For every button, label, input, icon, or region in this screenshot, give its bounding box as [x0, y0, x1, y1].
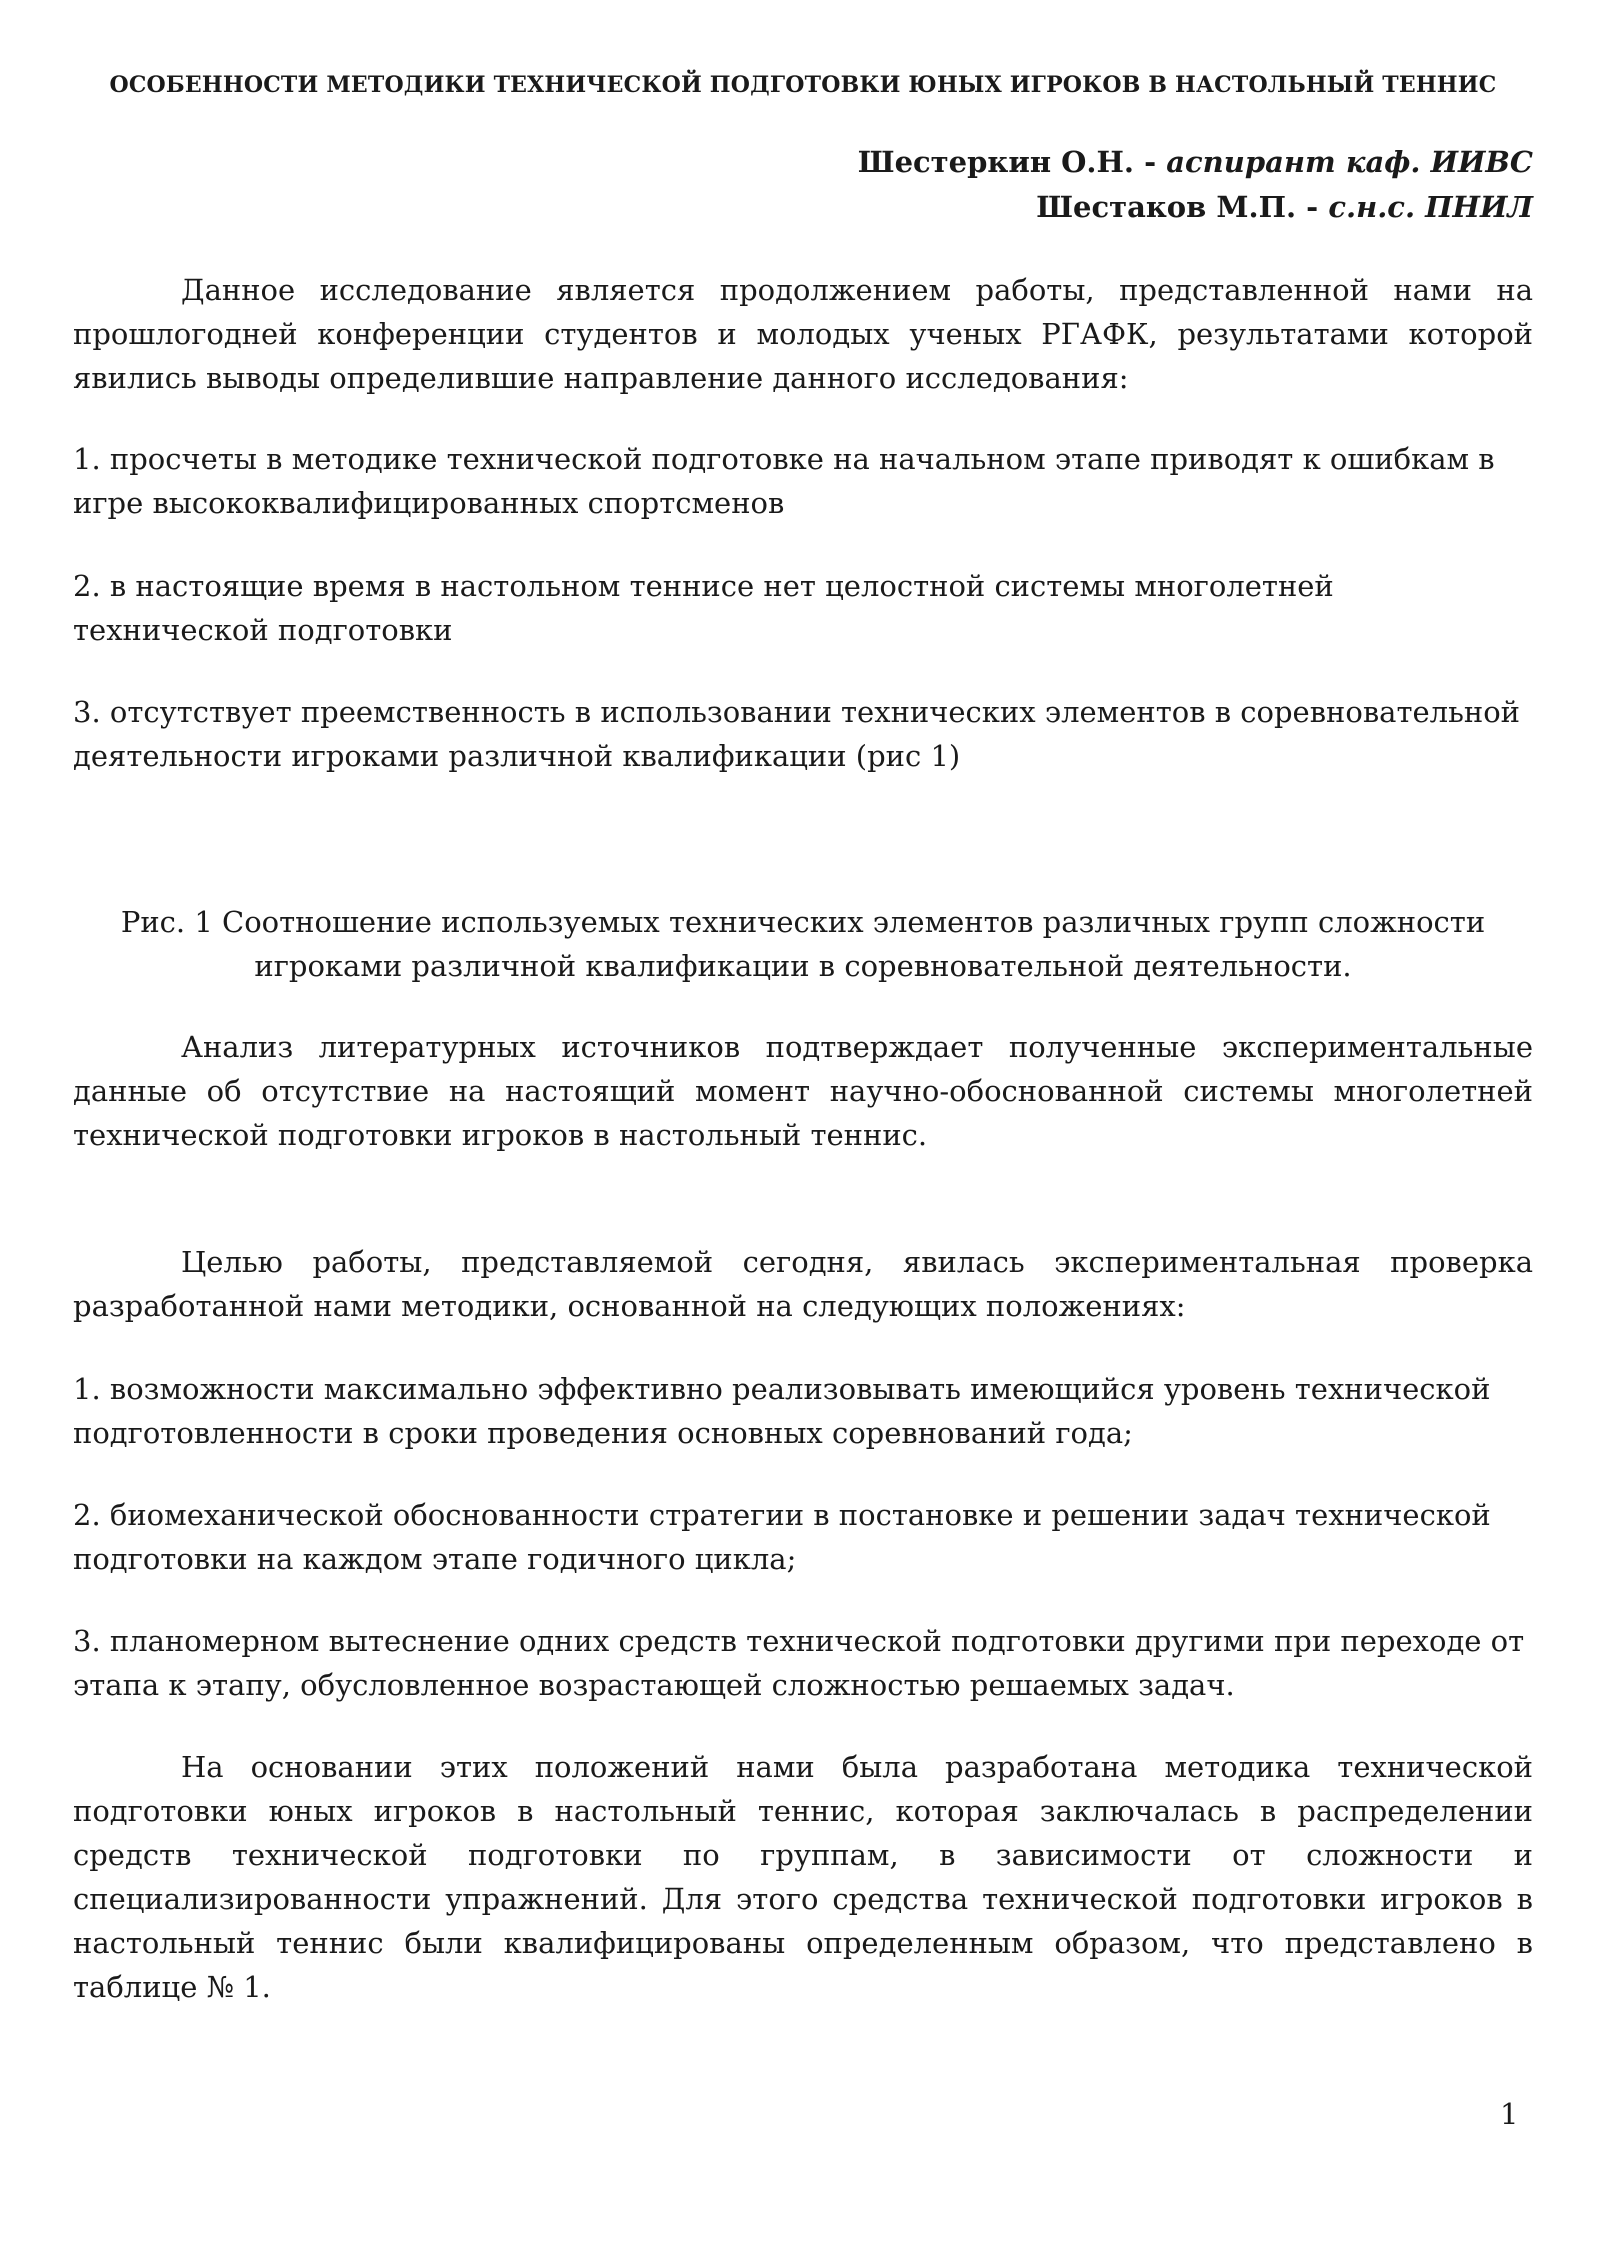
analysis-paragraph: Анализ литературных источников подтверждает полученные экспериментальные данные об отсутствие на настоящий момент научно-обоснованной системы многолетней технической подготовки игроков в настольный теннис.	[73, 1030, 1533, 1152]
conclusion-item-3: 3. отсутствует преемственность в использовании технических элементов в соревновательной деятельности игроками различной квалификации (рис 1)	[73, 695, 1520, 773]
author-2-role: с.н.с. ПНИЛ	[1328, 190, 1533, 224]
conclusion-item-1: 1. просчеты в методике технической подготовке на начальном этапе приводят к ошибкам в игре высококвалифицированных спортсменов	[73, 442, 1495, 520]
author-2-name: Шестаков М.П. -	[1036, 190, 1329, 224]
principle-item-2: 2. биомеханической обоснованности стратегии в постановке и решении задач технической подготовки на каждом этапе годичного цикла;	[73, 1498, 1491, 1576]
author-1-role: аспирант каф. ИИВС	[1166, 145, 1533, 179]
figure-caption: Рис. 1 Соотношение используемых технических элементов различных групп сложности игроками различной квалификации в соревновательной деятельности.	[120, 905, 1486, 983]
conclusion-item-2: 2. в настоящие время в настольном теннисе нет целостной системы многолетней технической подготовки	[73, 569, 1334, 647]
intro-paragraph: Данное исследование является продолжением работы, представленной нами на прошлогодней конференции студентов и молодых ученых РГАФК, результатами которой явились выводы определившие направление данного исследования:	[73, 273, 1533, 395]
principle-item-3: 3. планомерном вытеснение одних средств технической подготовки другими при переходе от этапа к этапу, обусловленное возрастающей сложностью решаемых задач.	[73, 1624, 1525, 1702]
author-2	[1036, 190, 1533, 224]
method-paragraph: На основании этих положений нами была разработана методика технической подготовки юных игроков в настольный теннис, которая заключалась в распределении средств технической подготовки по группам, в зависимости от сложности и специализированности упражнений. Для этого средства технической подготовки игроков в настольный теннис были квалифицированы определенным образом, что представлено в таблице № 1.	[73, 1750, 1533, 2004]
page-number: 1	[1500, 2097, 1519, 2131]
goal-paragraph: Целью работы, представляемой сегодня, явилась экспериментальная проверка разработанной нами методики, основанной на следующих положениях:	[73, 1245, 1533, 1323]
author-1-name: Шестеркин О.Н. -	[857, 145, 1167, 179]
author-1	[858, 145, 1533, 179]
paper-title: ОСОБЕННОСТИ МЕТОДИКИ ТЕХНИЧЕСКОЙ ПОДГОТОВКИ ЮНЫХ ИГРОКОВ В НАСТОЛЬНЫЙ ТЕННИС	[109, 72, 1497, 98]
principle-item-1: 1. возможности максимально эффективно реализовывать имеющийся уровень технической подготовленности в сроки проведения основных соревнований года;	[73, 1372, 1491, 1450]
